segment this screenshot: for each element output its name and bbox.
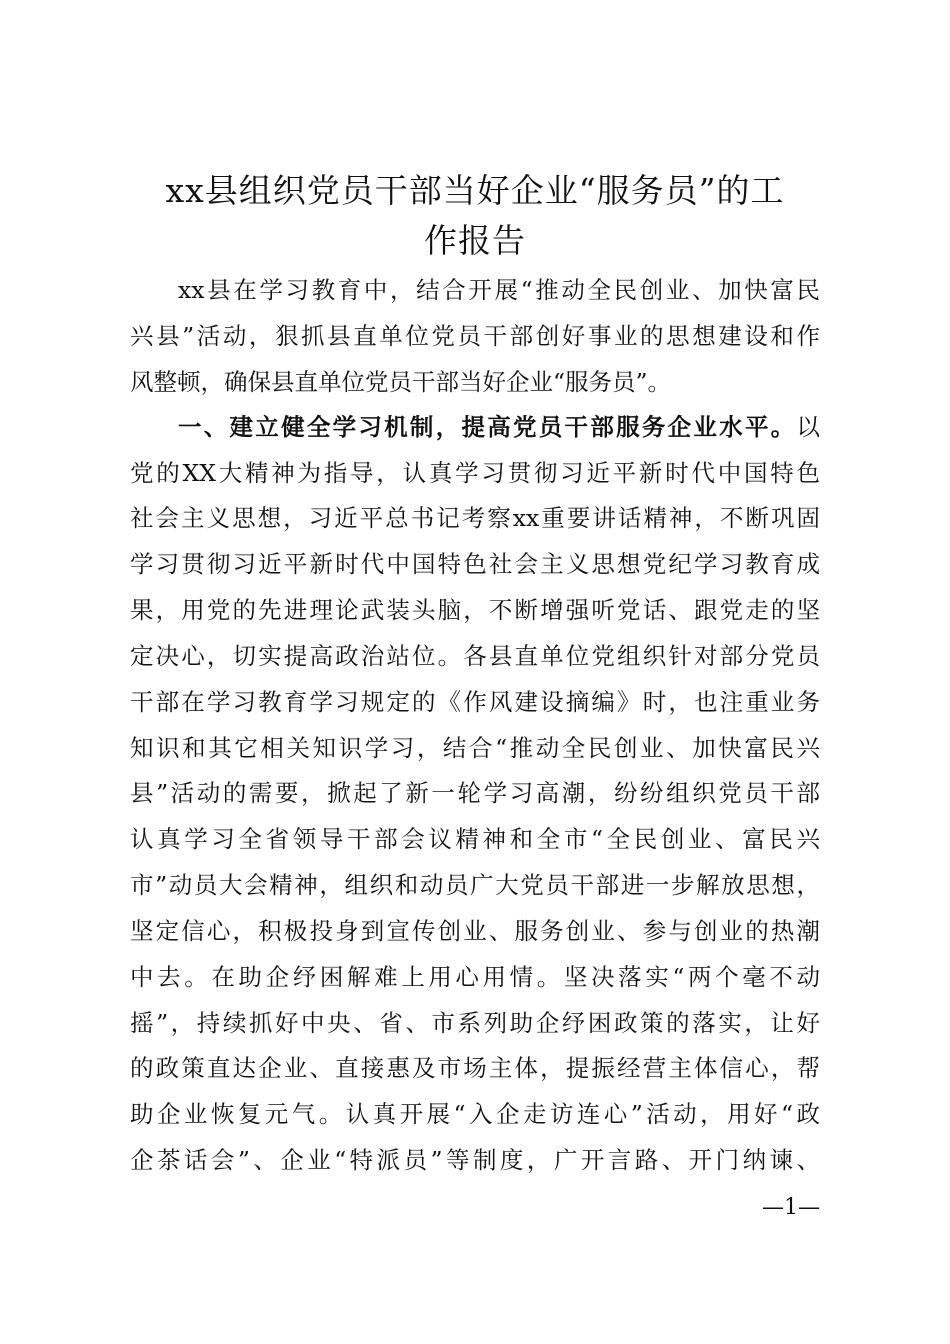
document-title-line-1: xx县组织党员干部当好企业“服务员”的工 — [165, 171, 785, 210]
body-line: 知识和其它相关知识学习，结合“推动全民创业、加快富民兴 — [130, 734, 820, 762]
body-line: 定决心，切实提高政治站位。各县直单位党组织针对部分党员 — [130, 642, 820, 670]
section1-heading: 一、建立健全学习机制，提高党员干部服务企业水平。 — [178, 413, 797, 441]
body-line: 摇”，持续抓好中央、省、市系列助企纾困政策的落实，让好 — [130, 1009, 820, 1037]
body-line: 果，用党的先进理论武装头脑，不断增强听党话、跟党走的坚 — [130, 596, 820, 624]
body-line: 的政策直达企业、直接惠及市场主体，提振经营主体信心，帮 — [130, 1054, 820, 1082]
section1-first-line — [178, 409, 820, 445]
body-line: 坚定信心，积极投身到宣传创业、服务创业、参与创业的热潮 — [130, 917, 820, 945]
intro-line-3: 风整顿，确保县直单位党员干部当好企业“服务员”。 — [130, 368, 672, 396]
body-line: 助企业恢复元气。认真开展“入企走访连心”活动，用好“政 — [130, 1100, 820, 1128]
body-line: 中去。在助企纾困解难上用心用情。坚决落实“两个毫不动 — [130, 963, 820, 991]
body-line: 认真学习全省领导干部会议精神和全市“全民创业、富民兴 — [130, 825, 820, 853]
section1-first-tail: 以 — [796, 413, 820, 441]
body-line: 企茶话会”、企业“特派员”等制度，广开言路、开门纳谏、 — [130, 1146, 820, 1174]
body-line: 社会主义思想，习近平总书记考察xx重要讲话精神，不断巩固 — [130, 504, 820, 532]
intro-line-2: 兴县”活动，狠抓县直单位党员干部创好事业的思想建设和作 — [130, 322, 820, 350]
intro-line-1: xx县在学习教育中，结合开展“推动全民创业、加快富民 — [178, 276, 820, 304]
body-line: 学习贯彻习近平新时代中国特色社会主义思想党纪学习教育成 — [130, 550, 820, 578]
body-line: 县”活动的需要，掀起了新一轮学习高潮，纷纷组织党员干部 — [130, 779, 820, 807]
body-line: 市”动员大会精神，组织和动员广大党员干部进一步解放思想， — [130, 871, 820, 899]
page-number: —1— — [762, 1195, 820, 1220]
body-line: 党的XX大精神为指导，认真学习贯彻习近平新时代中国特色 — [130, 459, 820, 487]
body-line: 干部在学习教育学习规定的《作风建设摘编》时，也注重业务 — [130, 688, 820, 716]
document-title-line-2: 作报告 — [424, 221, 526, 260]
